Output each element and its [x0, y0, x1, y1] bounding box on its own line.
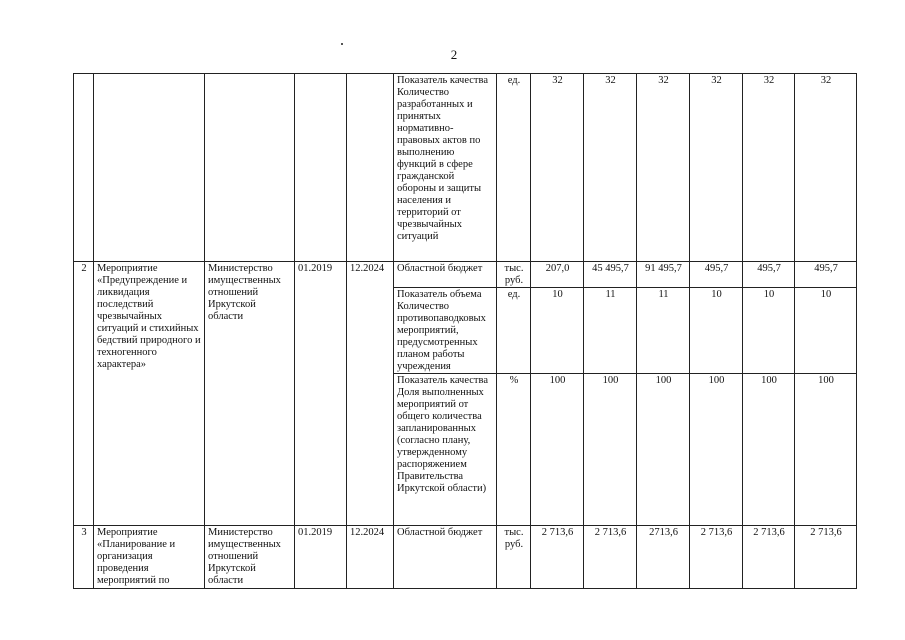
table-row: [74, 74, 857, 262]
value-cell: 32: [795, 74, 857, 262]
program-activities-table: [73, 73, 857, 589]
value-cell: 10: [743, 288, 795, 374]
value-cell: 91 495,7: [637, 262, 690, 288]
value-cell: 100: [637, 374, 690, 526]
scan-speck: [341, 43, 343, 45]
value-cell: 10: [795, 288, 857, 374]
value-cell: 2 713,6: [743, 526, 795, 589]
value-cell: 10: [531, 288, 584, 374]
start-date-cell: 01.2019: [295, 262, 347, 526]
value-cell: 2713,6: [637, 526, 690, 589]
value-cell: 207,0: [531, 262, 584, 288]
indicator-name-cell: Показатель объема Количество противопаводковых мероприятий, предусмотренных планом работы учреждения: [394, 288, 497, 374]
indicator-name-cell: Областной бюджет: [394, 526, 497, 589]
unit-cell: тыс. руб.: [497, 526, 531, 589]
value-cell: 32: [531, 74, 584, 262]
value-cell: 495,7: [795, 262, 857, 288]
unit-cell: %: [497, 374, 531, 526]
value-cell: 2 713,6: [795, 526, 857, 589]
value-cell: 100: [584, 374, 637, 526]
start-date-cell: [295, 74, 347, 262]
activity-name-cell: Мероприятие «Планирование и организация проведения мероприятий по: [94, 526, 205, 589]
value-cell: 2 713,6: [690, 526, 743, 589]
value-cell: 495,7: [690, 262, 743, 288]
end-date-cell: 12.2024: [347, 526, 394, 589]
page-number: 2: [450, 47, 458, 62]
value-cell: 100: [531, 374, 584, 526]
executor-cell: [205, 74, 295, 262]
value-cell: 45 495,7: [584, 262, 637, 288]
value-cell: 495,7: [743, 262, 795, 288]
table-row: [74, 526, 857, 589]
executor-cell: Министерство имущественных отношений Иркутской области: [205, 526, 295, 589]
value-cell: 11: [637, 288, 690, 374]
activity-name-cell: [94, 74, 205, 262]
value-cell: 2 713,6: [531, 526, 584, 589]
row-number-cell: 3: [74, 526, 94, 589]
unit-cell: ед.: [497, 74, 531, 262]
value-cell: 10: [690, 288, 743, 374]
value-cell: 11: [584, 288, 637, 374]
activity-name-cell: Мероприятие «Предупреждение и ликвидация последствий чрезвычайных ситуаций и стихийных бедствий природного и техногенного характера»: [94, 262, 205, 526]
value-cell: 32: [743, 74, 795, 262]
unit-cell: ед.: [497, 288, 531, 374]
end-date-cell: [347, 74, 394, 262]
value-cell: 32: [637, 74, 690, 262]
end-date-cell: 12.2024: [347, 262, 394, 526]
value-cell: 100: [690, 374, 743, 526]
value-cell: 2 713,6: [584, 526, 637, 589]
table-row: [74, 262, 857, 288]
indicator-name-cell: Областной бюджет: [394, 262, 497, 288]
unit-cell: тыс. руб.: [497, 262, 531, 288]
indicator-name-cell: Показатель качества Количество разработанных и принятых нормативно-правовых актов по выполнению функций в сфере гражданской обороны и защиты населения и территорий от чрезвычайных ситуаций: [394, 74, 497, 262]
start-date-cell: 01.2019: [295, 526, 347, 589]
row-number-cell: [74, 74, 94, 262]
value-cell: 32: [584, 74, 637, 262]
executor-cell: Министерство имущественных отношений Иркутской области: [205, 262, 295, 526]
value-cell: 100: [795, 374, 857, 526]
value-cell: 100: [743, 374, 795, 526]
value-cell: 32: [690, 74, 743, 262]
row-number-cell: 2: [74, 262, 94, 526]
indicator-name-cell: Показатель качества Доля выполненных мероприятий от общего количества запланированных (согласно плану, утвержденному распоряжением Правительства Иркутской области): [394, 374, 497, 526]
